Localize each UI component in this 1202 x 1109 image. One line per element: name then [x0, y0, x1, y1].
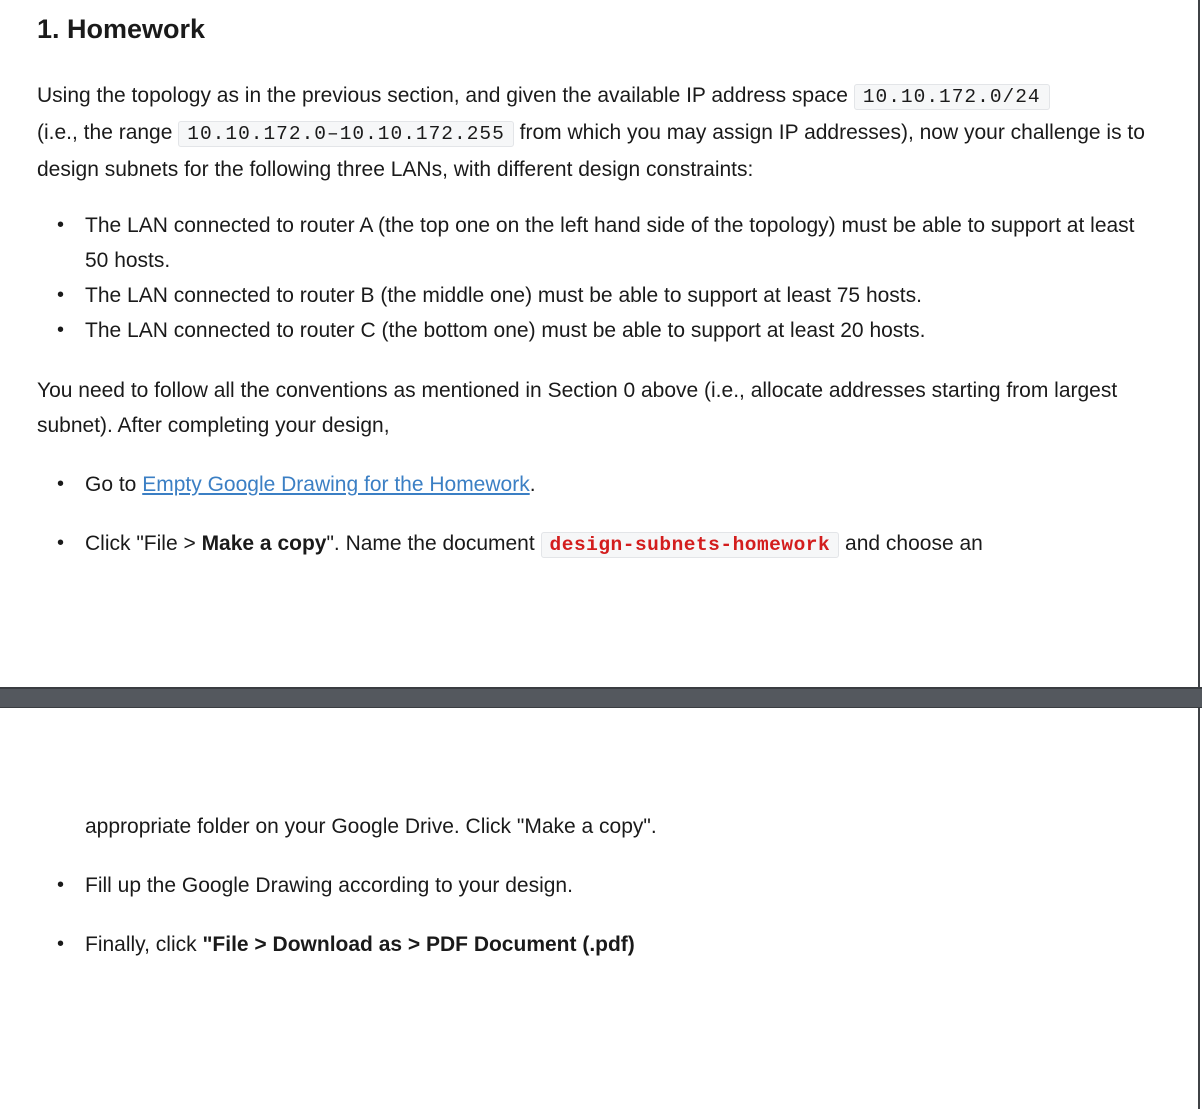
- ip-range-code: 10.10.172.0–10.10.172.255: [178, 121, 514, 147]
- bullet-icon: •: [57, 284, 65, 306]
- make-copy-bold: Make a copy: [201, 532, 327, 555]
- google-drawing-link[interactable]: Empty Google Drawing for the Homework: [142, 473, 530, 496]
- list-item: [37, 809, 1147, 844]
- bullet-icon: •: [57, 532, 65, 554]
- steps-list-page-2: [37, 809, 1147, 844]
- bullet-icon: •: [57, 874, 65, 896]
- copy-text-2: ". Name the document: [326, 532, 535, 555]
- steps-list: [37, 467, 1147, 502]
- download-pdf-bold: "File > Download as > PDF Document (.pdf): [202, 933, 635, 956]
- ip-space-code: 10.10.172.0/24: [854, 84, 1050, 110]
- fill-text: Fill up the Google Drawing according to your design.: [85, 874, 573, 897]
- constraint-router-c: The LAN connected to router C (the bottom one) must be able to support at least 20 hosts.: [85, 319, 926, 342]
- steps-list-fill: [37, 868, 1147, 903]
- go-to-suffix: .: [529, 473, 536, 496]
- list-item: [37, 868, 1147, 903]
- list-item: [37, 467, 1147, 502]
- list-item: [37, 313, 1147, 348]
- conventions-paragraph: [37, 373, 1147, 443]
- section-heading: 1. Homework: [37, 14, 206, 44]
- intro-text-2: (i.e., the range: [37, 121, 173, 144]
- constraint-router-a: The LAN connected to router A (the top one on the left hand side of the topology) must be able to support at least 50 hosts.: [85, 214, 1135, 272]
- steps-list-cont: [37, 526, 1147, 563]
- copy-text-continued: appropriate folder on your Google Drive. Click "Make a copy".: [85, 815, 657, 838]
- bullet-icon: •: [57, 933, 65, 955]
- page-2: [0, 708, 1200, 1109]
- final-text: Finally, click: [85, 933, 197, 956]
- bullet-icon: •: [57, 473, 65, 495]
- bullet-icon: •: [57, 214, 65, 236]
- list-item: [37, 208, 1147, 278]
- constraints-list: [37, 208, 1147, 348]
- copy-text-1: Click "File >: [85, 532, 202, 555]
- bullet-icon: •: [57, 319, 65, 341]
- document-name-code: design-subnets-homework: [541, 532, 840, 558]
- constraint-router-b: The LAN connected to router B (the middle one) must be able to support at least 75 hosts.: [85, 284, 922, 307]
- conventions-text: You need to follow all the conventions as mentioned in Section 0 above (i.e., allocate addresses starting from largest subnet). After completing your design,: [37, 379, 1118, 437]
- page-break: [0, 687, 1202, 708]
- intro-text-1: Using the topology as in the previous section, and given the available IP address space: [37, 84, 848, 107]
- list-item: [37, 278, 1147, 313]
- intro-paragraph: [37, 78, 1147, 187]
- copy-text-3: and choose an: [845, 532, 983, 555]
- go-to-text: Go to: [85, 473, 137, 496]
- intro-text-3: from which you may assign IP addresses), now your challenge is to design subnets for the following three LANs, with different design constraints:: [37, 121, 1145, 181]
- list-item: [37, 927, 1147, 962]
- steps-list-final: [37, 927, 1147, 962]
- list-item: [37, 526, 1147, 563]
